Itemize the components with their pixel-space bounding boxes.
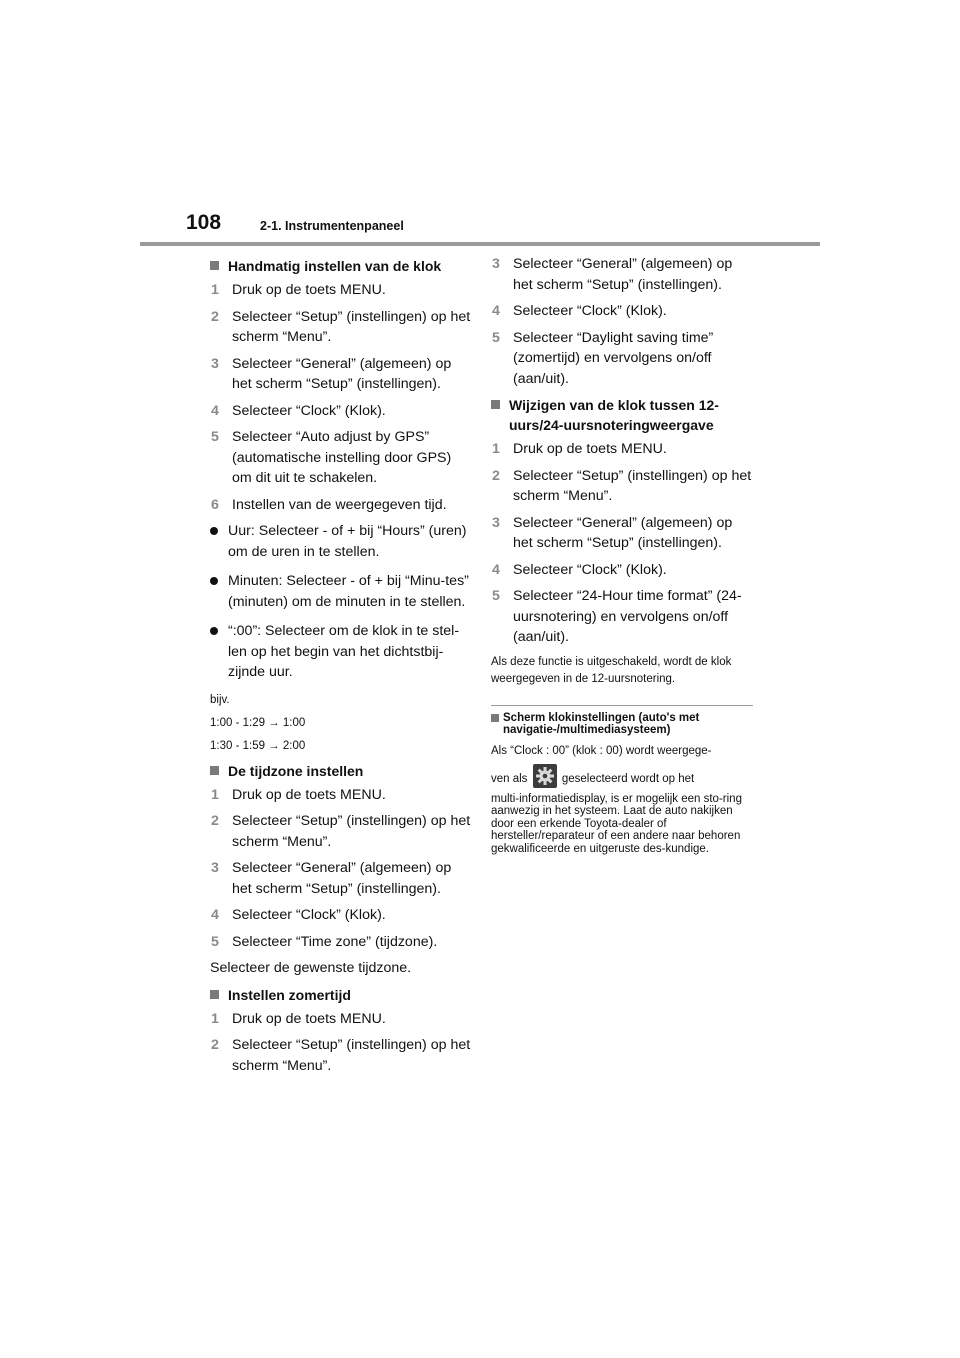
step: 2 Selecteer “Setup” (instellingen) op het scherm “Menu”. [211,813,471,850]
bullet-item: Uur: Selecteer - of + bij “Hours” (uren) om de uren in te stellen. [210,521,472,562]
heading-timezone: De tijdzone instellen [210,761,472,781]
heading-square-icon [491,400,500,409]
heading-square-icon [210,766,219,775]
section-title: 2-1. Instrumentenpaneel [260,219,404,233]
heading-manual-clock: Handmatig instellen van de klok [210,256,472,276]
heading-daylight-saving: Instellen zomertijd [210,985,472,1005]
info-text: Als deze functie is uitgeschakeld, wordt de klok weergegeven in de 12-uursnotering. [491,655,732,685]
bullet-item: “:00”: Selecteer om de klok in te stel-len op het begin van het dichtstbij-zijnde uur. [210,621,472,683]
step: 2 Selecteer “Setup” (instellingen) op het scherm “Menu”. [211,1037,471,1074]
heading-square-icon [491,714,499,722]
right-column [491,254,753,855]
step: 5 Selecteer “Auto adjust by GPS” (automatische instelling door GPS) om dit uit te schakelen. [211,429,452,486]
note-text: ven als geselecteerd wordt op het [491,764,753,789]
note-text: multi-informatiedisplay, is er mogelijk een sto-ring aanwezig in het systeem. Laat de auto nakijken door een erkende Toyota-dealer of hersteller/reparateur of een andere naar behoren gekwalificeerde en uitgeruste des-kundige. [491,792,742,855]
step: 3 Selecteer “General” (algemeen) op het scherm “Setup” (instellingen). [492,514,733,551]
bullet-dot-icon [210,627,218,635]
bullet-item: Minuten: Selecteer - of + bij “Minu-tes” (minuten) om de minuten in te stellen. [210,571,472,612]
step: 2 Selecteer “Setup” (instellingen) op het scherm “Menu”. [492,467,752,504]
step: 1 Druk op de toets MENU. [492,441,667,457]
step: 4 Selecteer “Clock” (Klok). [492,561,667,578]
step: 2 Selecteer “Setup” (instellingen) op het scherm “Menu”. [211,308,471,345]
heading-square-icon [210,261,219,270]
step: 5 Selecteer “24-Hour time format” (24-uursnotering) en vervolgens on/off (aan/uit). [492,588,742,645]
step: 3 Selecteer “General” (algemeen) op het scherm “Setup” (instellingen). [211,860,452,897]
step: 1 Druk op de toets MENU. [211,282,386,298]
left-column [210,254,472,1082]
example-line: 1:30 - 1:59 → 2:00 [210,739,306,752]
bullet-dot-icon [210,527,218,535]
step: 3 Selecteer “General” (algemeen) op het scherm “Setup” (instellingen). [211,355,452,392]
heading-12-24-hour: Wijzigen van de klok tussen 12-uurs/24-uursnoteringweergave [491,395,753,435]
step: 6 Instellen van de weergegeven tijd. [211,496,447,513]
step: 1 Druk op de toets MENU. [211,786,386,803]
example-line: 1:00 - 1:29 → 1:00 [210,716,306,729]
step: 3 Selecteer “General” (algemeen) op het scherm “Setup” (instellingen). [492,256,733,293]
heading-square-icon [210,990,219,999]
step: 4 Selecteer “Clock” (Klok). [211,907,386,923]
step: 4 Selecteer “Clock” (Klok). [492,303,667,319]
header-divider [140,242,820,246]
note-divider [491,705,753,706]
step: 1 Druk op de toets MENU. [211,1010,386,1027]
instruction-text: Selecteer de gewenste tijdzone. [210,960,412,976]
bullet-dot-icon [210,577,218,585]
note-heading: Scherm klokinstellingen (auto's met navigatie-/multimediasysteem) [491,712,753,737]
page-number: 108 [186,211,222,234]
gear-icon [533,764,557,788]
step: 5 Selecteer “Daylight saving time” (zomertijd) en vervolgens on/off (aan/uit). [492,329,714,387]
note-text: Als “Clock : 00” (klok : 00) wordt weergege- [491,744,712,757]
step: 4 Selecteer “Clock” (Klok). [211,402,386,419]
step: 5 Selecteer “Time zone” (tijdzone). [211,933,438,950]
example-label: bijv. [210,693,230,706]
